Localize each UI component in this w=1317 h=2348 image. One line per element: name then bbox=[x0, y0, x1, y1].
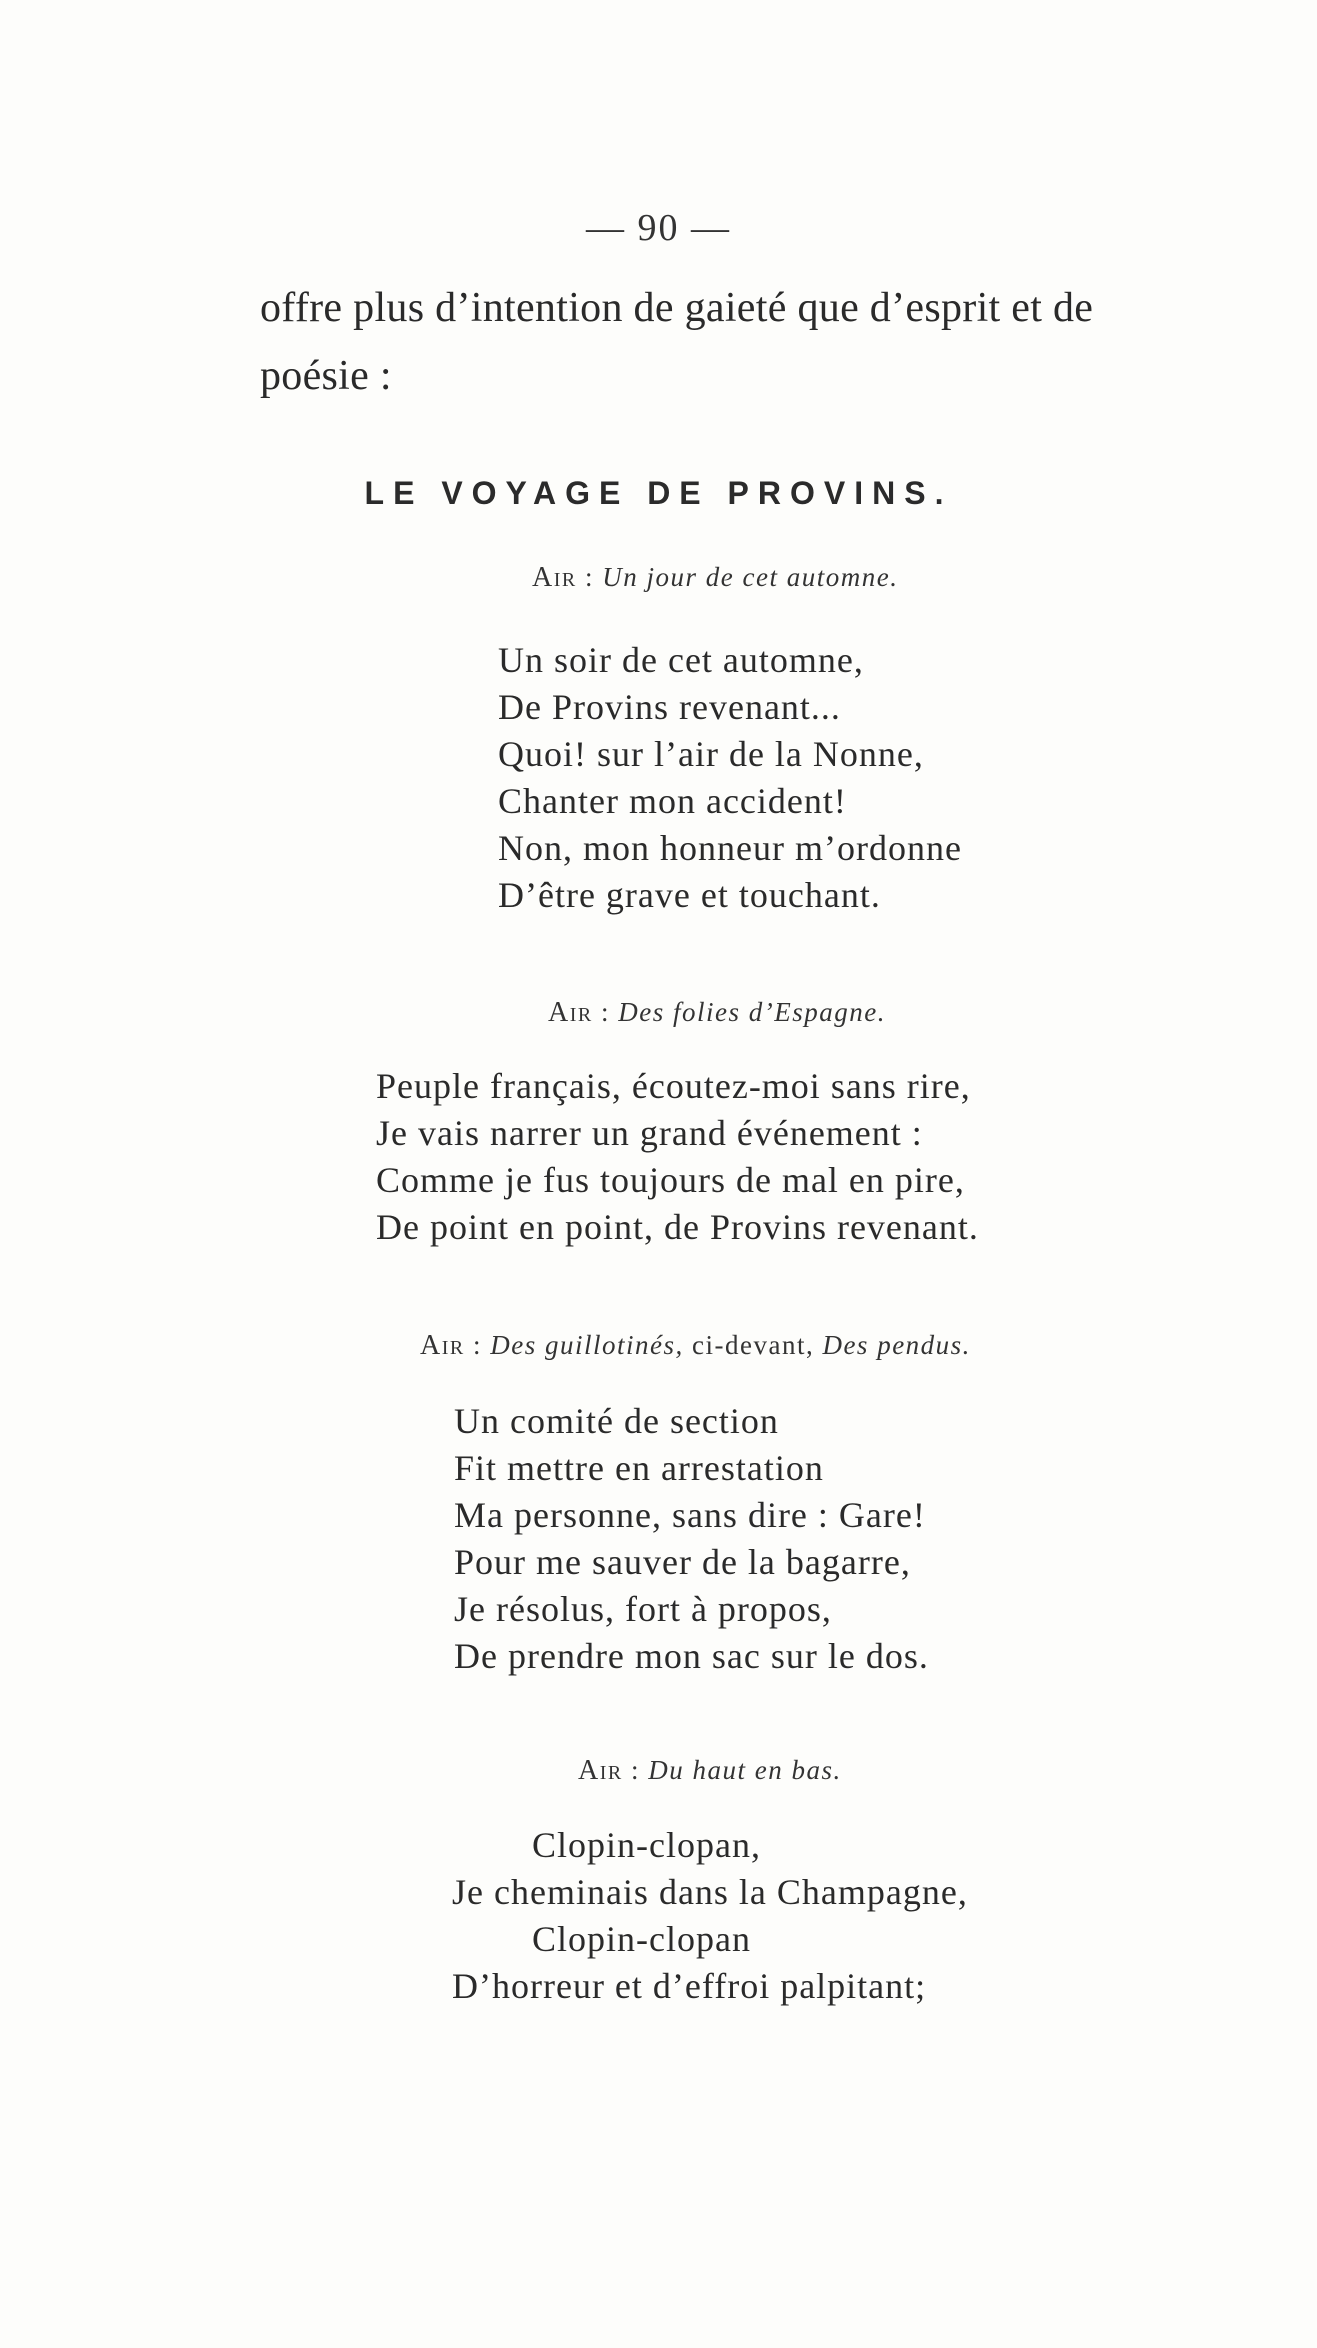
verse-line: Fit mettre en arrestation bbox=[454, 1448, 824, 1488]
air-heading-3 bbox=[420, 1330, 971, 1362]
verse-line: De Provins revenant... bbox=[498, 687, 841, 727]
stanza-1 bbox=[498, 637, 962, 919]
stanza-4 bbox=[452, 1822, 968, 2010]
air-tune: Un jour de cet automne. bbox=[602, 562, 899, 592]
verse-line: Un soir de cet automne, bbox=[498, 640, 864, 680]
air-separator: : bbox=[592, 997, 619, 1027]
verse-line: Comme je fus toujours de mal en pire, bbox=[376, 1160, 965, 1200]
verse-line: Je vais narrer un grand événement : bbox=[376, 1113, 923, 1153]
air-tune: Des folies d’Espagne. bbox=[618, 997, 886, 1027]
air-separator: : bbox=[622, 1755, 649, 1785]
verse-line: Un comité de section bbox=[454, 1401, 779, 1441]
air-separator: : bbox=[576, 562, 603, 592]
air-heading-2 bbox=[548, 997, 886, 1029]
page-number: — 90 — bbox=[586, 207, 731, 249]
verse-line: De point en point, de Provins revenant. bbox=[376, 1207, 979, 1247]
verse-line: Ma personne, sans dire : Gare! bbox=[454, 1495, 926, 1535]
air-heading-1 bbox=[532, 562, 898, 594]
air-separator: : bbox=[464, 1330, 491, 1360]
verse-line: D’être grave et touchant. bbox=[498, 875, 881, 915]
song-title: LE VOYAGE DE PROVINS. bbox=[364, 475, 953, 511]
verse-line: Non, mon honneur m’ordonne bbox=[498, 828, 962, 868]
verse-line: Quoi! sur l’air de la Nonne, bbox=[498, 734, 924, 774]
air-heading-4 bbox=[578, 1755, 842, 1787]
verse-line: D’horreur et d’effroi palpitant; bbox=[452, 1966, 927, 2006]
verse-line: Pour me sauver de la bagarre, bbox=[454, 1542, 911, 1582]
stanza-2 bbox=[376, 1063, 979, 1251]
verse-line: Clopin-clopan bbox=[532, 1919, 751, 1959]
air-tune: Du haut en bas. bbox=[648, 1755, 842, 1785]
stanza-3 bbox=[454, 1398, 929, 1680]
intro-line-2: poésie : bbox=[260, 353, 392, 399]
air-tune-2: Des pendus. bbox=[822, 1330, 971, 1360]
air-tune: Des guillotinés, bbox=[490, 1330, 684, 1360]
verse-line: Je cheminais dans la Champagne, bbox=[452, 1872, 968, 1912]
air-label: Air bbox=[532, 562, 577, 593]
air-label: Air bbox=[578, 1755, 623, 1786]
verse-line: Clopin-clopan, bbox=[532, 1825, 761, 1865]
air-middle: ci-devant, bbox=[683, 1330, 823, 1360]
verse-line: De prendre mon sac sur le dos. bbox=[454, 1636, 929, 1676]
verse-line: Peuple français, écoutez-moi sans rire, bbox=[376, 1066, 971, 1106]
air-label: Air bbox=[420, 1330, 465, 1361]
verse-line: Chanter mon accident! bbox=[498, 781, 847, 821]
verse-line: Je résolus, fort à propos, bbox=[454, 1589, 832, 1629]
air-label: Air bbox=[548, 997, 593, 1028]
intro-line-1: offre plus d’intention de gaieté que d’esprit et de bbox=[260, 285, 1094, 331]
